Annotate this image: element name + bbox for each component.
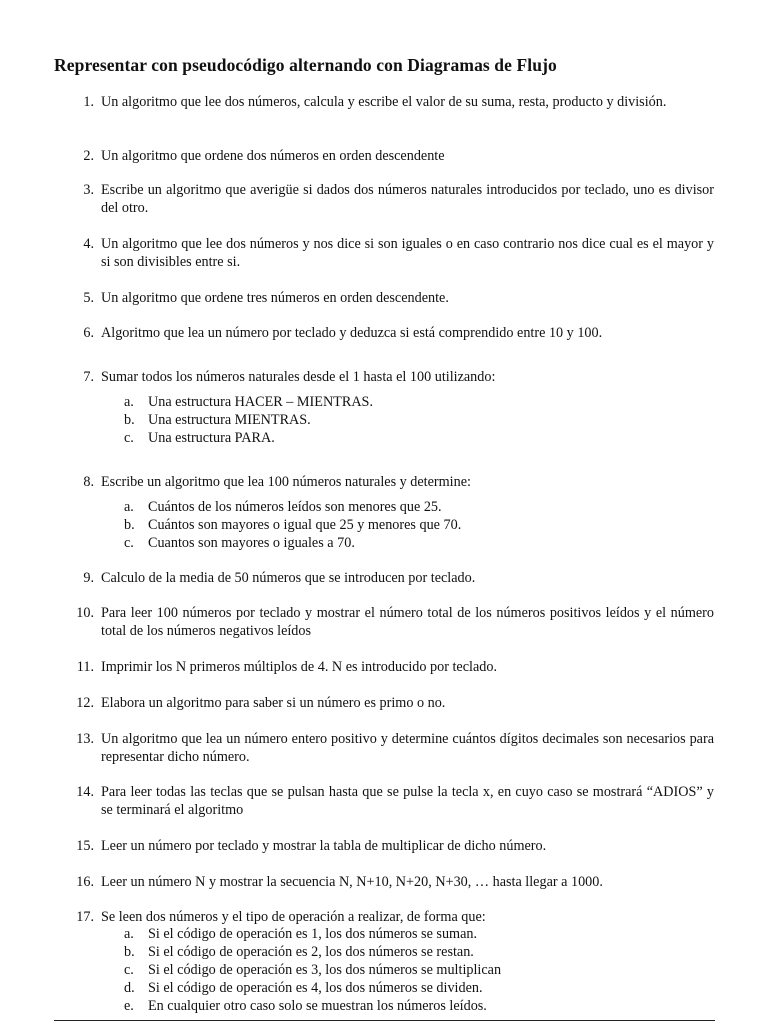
list-item-13 — [78, 730, 714, 766]
sub-item — [124, 997, 684, 1015]
item-text: Un algoritmo que lee dos números, calcula y escribe el valor de su suma, resta, producto y división. — [101, 94, 667, 110]
item-number: 7. — [83, 369, 94, 385]
sub-item-text: Si el código de operación es 2, los dos números se restan. — [148, 944, 474, 960]
sub-item — [124, 393, 684, 411]
item-number: 6. — [83, 325, 94, 341]
sub-item-text: Cuantos son mayores o iguales a 70. — [148, 535, 355, 551]
item-text: Calculo de la media de 50 números que se introducen por teclado. — [101, 570, 476, 586]
sub-item-label: d. — [124, 980, 135, 996]
item-text: Sumar todos los números naturales desde el 1 hasta el 100 utilizando: — [101, 369, 496, 385]
sub-item — [124, 411, 684, 429]
item-text: Elabora un algoritmo para saber si un número es primo o no. — [101, 695, 446, 711]
list-item-2 — [78, 147, 714, 165]
sub-item-label: a. — [124, 926, 134, 942]
list-item-5 — [78, 289, 714, 307]
item-number: 8. — [83, 474, 94, 490]
item-text: Un algoritmo que lea un número entero positivo y determine cuántos dígitos decimales son necesarios para representar dicho número. — [101, 731, 714, 765]
item-number: 15. — [76, 838, 94, 854]
item-text: Leer un número por teclado y mostrar la tabla de multiplicar de dicho número. — [101, 838, 547, 854]
list-item-3 — [78, 181, 714, 217]
sub-item-text: Cuántos de los números leídos son menores que 25. — [148, 499, 442, 515]
sub-item — [124, 979, 684, 997]
item-number: 10. — [76, 605, 94, 621]
item-number: 13. — [76, 731, 94, 747]
sub-item-text: Cuántos son mayores o igual que 25 y menores que 70. — [148, 517, 462, 533]
sub-item-text: En cualquier otro caso solo se muestran los números leídos. — [148, 998, 487, 1014]
list-item-8 — [78, 473, 714, 491]
sub-item-text: Una estructura PARA. — [148, 430, 275, 446]
list-item-15 — [78, 837, 714, 855]
sub-item — [124, 943, 684, 961]
item-text: Un algoritmo que ordene dos números en orden descendente — [101, 148, 445, 164]
sub-item — [124, 429, 684, 447]
item-text: Se leen dos números y el tipo de operación a realizar, de forma que: — [101, 909, 486, 925]
document-title: Representar con pseudocódigo alternando con Diagramas de Flujo — [54, 55, 557, 75]
item-number: 17. — [76, 909, 94, 925]
item-number: 4. — [83, 236, 94, 252]
item-text: Leer un número N y mostrar la secuencia N, N+10, N+20, N+30, … hasta llegar a 1000. — [101, 874, 603, 890]
item-number: 16. — [76, 874, 94, 890]
sub-item-text: Si el código de operación es 4, los dos números se dividen. — [148, 980, 483, 996]
item-number: 2. — [83, 148, 94, 164]
list-item-7 — [78, 368, 714, 386]
list-item-4 — [78, 235, 714, 271]
list-item-12 — [78, 694, 714, 712]
item-number: 14. — [76, 784, 94, 800]
item-text: Para leer todas las teclas que se pulsan hasta que se pulse la tecla x, en cuyo caso se mostrará “ADIOS” y se terminará el algoritmo — [101, 784, 714, 818]
sub-item-label: a. — [124, 499, 134, 515]
list-item-17 — [78, 908, 714, 926]
list-item-16 — [78, 873, 714, 891]
sub-item-label: e. — [124, 998, 134, 1014]
footer-divider — [54, 1020, 715, 1021]
list-item-9 — [78, 569, 714, 587]
item-number: 5. — [83, 290, 94, 306]
list-item-11 — [78, 658, 714, 676]
sub-item-label: c. — [124, 962, 134, 978]
item-number: 11. — [76, 659, 94, 675]
item-number: 12. — [76, 695, 94, 711]
sub-item — [124, 516, 684, 534]
sub-item-text: Una estructura HACER – MIENTRAS. — [148, 394, 373, 410]
sub-item-text: Si el código de operación es 1, los dos números se suman. — [148, 926, 478, 942]
sub-item-label: b. — [124, 944, 135, 960]
sub-item — [124, 498, 684, 516]
list-item-10 — [78, 604, 714, 640]
sub-item-label: b. — [124, 517, 135, 533]
list-item-6 — [78, 324, 714, 342]
sub-item — [124, 534, 684, 552]
sub-item-text: Una estructura MIENTRAS. — [148, 412, 311, 428]
sub-item — [124, 925, 684, 943]
item-number: 3. — [83, 182, 94, 198]
list-item-1 — [78, 93, 714, 129]
sub-item-text: Si el código de operación es 3, los dos números se multiplican — [148, 962, 502, 978]
sub-item — [124, 961, 684, 979]
item-text: Escribe un algoritmo que averigüe si dados dos números naturales introducidos por teclado, uno es divisor del otro. — [101, 182, 714, 216]
item-text: Para leer 100 números por teclado y mostrar el número total de los números positivos leídos y el número total de los números negativos leídos — [101, 605, 714, 639]
item-text: Un algoritmo que lee dos números y nos dice si son iguales o en caso contrario nos dice cual es el mayor y si son divisibles entre si. — [101, 236, 714, 270]
sub-item-label: b. — [124, 412, 135, 428]
sub-item-label: c. — [124, 535, 134, 551]
sub-item-label: c. — [124, 430, 134, 446]
list-item-14 — [78, 783, 714, 819]
item-text: Imprimir los N primeros múltiplos de 4. N es introducido por teclado. — [101, 659, 498, 675]
item-number: 1. — [83, 94, 94, 110]
item-text: Algoritmo que lea un número por teclado y deduzca si está comprendido entre 10 y 100. — [101, 325, 603, 341]
item-text: Escribe un algoritmo que lea 100 números naturales y determine: — [101, 474, 471, 490]
item-text: Un algoritmo que ordene tres números en orden descendente. — [101, 290, 449, 306]
sub-item-label: a. — [124, 394, 134, 410]
item-number: 9. — [83, 570, 94, 586]
